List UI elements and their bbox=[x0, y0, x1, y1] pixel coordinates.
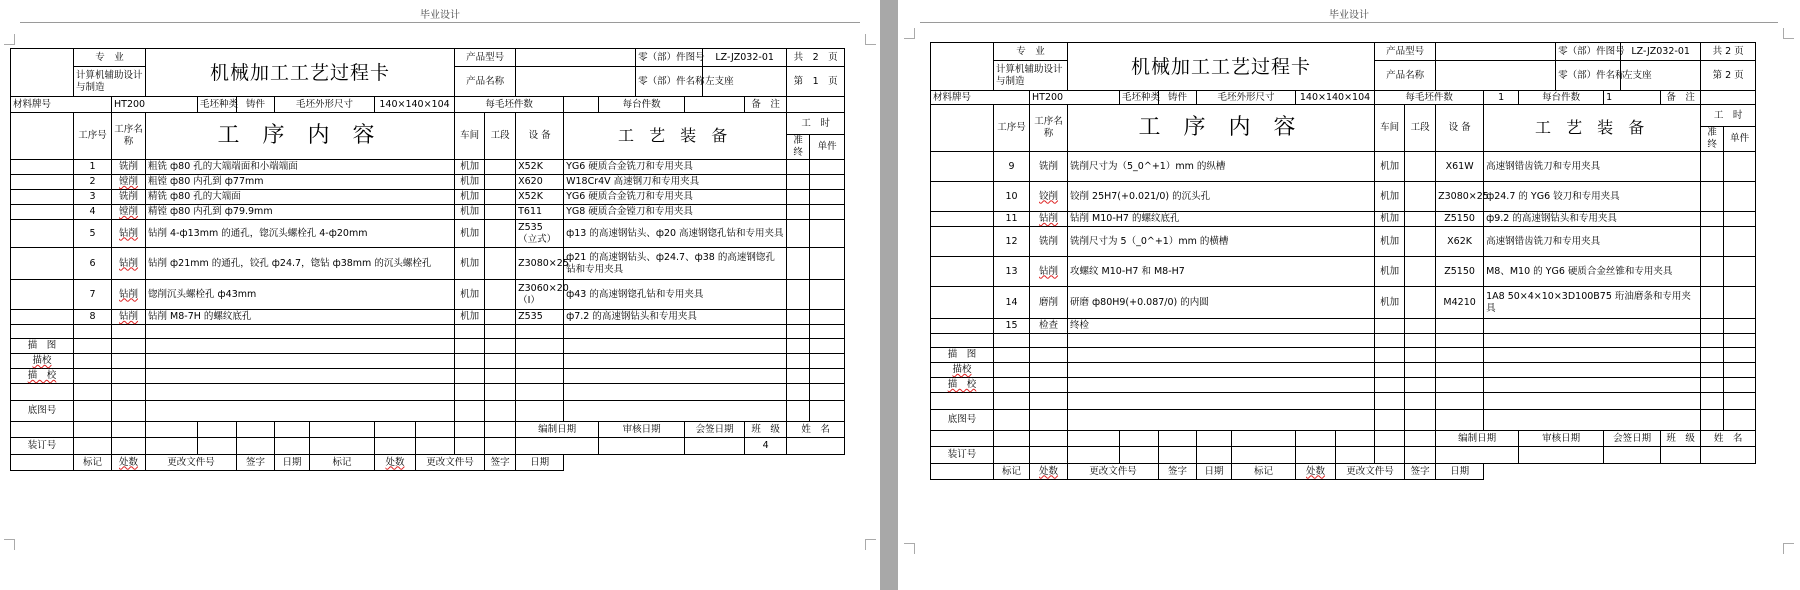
row-name: 钻削 bbox=[112, 248, 146, 280]
side-label: 底图号 bbox=[931, 410, 994, 431]
table-row bbox=[11, 325, 869, 339]
row-workshop: 机加 bbox=[455, 248, 485, 280]
col-equipment-header: 设 备 bbox=[1436, 105, 1484, 152]
col-unit-header: 单件 bbox=[1724, 127, 1756, 152]
row-tooling: ф9.2 的高速钢钻头和专用夹具 bbox=[1484, 212, 1701, 227]
page-number: 第 1 页 bbox=[787, 67, 845, 97]
major-label: 专 业 bbox=[74, 49, 146, 67]
per-blank-label: 每毛坯件数 bbox=[455, 97, 564, 113]
table-row bbox=[931, 393, 1781, 410]
process-card-table bbox=[10, 48, 868, 471]
part-name-label: 零（部）件名称 bbox=[1556, 61, 1621, 91]
table-row bbox=[11, 190, 869, 205]
row-content: 铣削尺寸为（5_0^+1）mm 的纵槽 bbox=[1068, 152, 1375, 182]
row-name: 铣削 bbox=[1030, 152, 1068, 182]
page-gutter bbox=[880, 0, 898, 590]
blank-size-value: 140×140×104 bbox=[1296, 91, 1375, 105]
crop-mark bbox=[904, 28, 915, 39]
row-name: 铣削 bbox=[112, 190, 146, 205]
row-name: 铰削 bbox=[1030, 182, 1068, 212]
material-value: HT200 bbox=[1030, 91, 1120, 105]
col-section-header: 工段 bbox=[1405, 105, 1436, 152]
col-workshop-header: 车间 bbox=[455, 113, 485, 160]
product-model-label: 产品型号 bbox=[1375, 43, 1436, 61]
col-equipment-header: 设 备 bbox=[516, 113, 564, 160]
footer-label: 日期 bbox=[1436, 464, 1484, 480]
row-workshop: 机加 bbox=[455, 160, 485, 175]
row-name: 钻削 bbox=[112, 310, 146, 325]
footer-label: 签字 bbox=[485, 455, 516, 471]
row-workshop: 机加 bbox=[1375, 182, 1405, 212]
row-equipment: X62K bbox=[1436, 227, 1484, 257]
row-no: 5 bbox=[74, 220, 112, 248]
footer-label: 更改文件号 bbox=[1336, 464, 1405, 480]
row-tooling: ф24.7 的 YG6 铰刀和专用夹具 bbox=[1484, 182, 1701, 212]
page-number: 第 2 页 bbox=[1701, 61, 1756, 91]
side-label: 描 图 bbox=[931, 348, 994, 363]
row-equipment: X61W bbox=[1436, 152, 1484, 182]
per-unit-label: 每台件数 bbox=[1519, 91, 1604, 105]
product-model-label: 产品型号 bbox=[455, 49, 516, 67]
footer-label: 处数 bbox=[1030, 464, 1068, 480]
footer-label: 标记 bbox=[994, 464, 1030, 480]
material-label: 材料牌号 bbox=[931, 91, 1030, 105]
row-name: 镗削 bbox=[112, 175, 146, 190]
footer-label: 日期 bbox=[516, 455, 564, 471]
remark-label: 备 注 bbox=[745, 97, 787, 113]
per-blank-label: 每毛坯件数 bbox=[1375, 91, 1484, 105]
row-no: 4 bbox=[74, 205, 112, 220]
col-step-header: 工序号 bbox=[994, 105, 1030, 152]
row-name: 钻削 bbox=[1030, 212, 1068, 227]
table-row bbox=[11, 220, 869, 248]
col-section-header: 工段 bbox=[485, 113, 516, 160]
row-workshop: 机加 bbox=[455, 190, 485, 205]
table-row bbox=[11, 339, 869, 354]
row-content: 铰削 25H7(+0.021/0) 的沉头孔 bbox=[1068, 182, 1375, 212]
row-equipment: Z3080×25 bbox=[1436, 182, 1484, 212]
row-no: 11 bbox=[994, 212, 1030, 227]
sign-label: 班 级 bbox=[745, 422, 787, 438]
class-value: 4 bbox=[745, 438, 787, 455]
row-tooling: ф7.2 的高速钢钻头和专用夹具 bbox=[564, 310, 787, 325]
per-blank-value: 1 bbox=[1484, 91, 1519, 105]
per-unit-label: 每台件数 bbox=[599, 97, 685, 113]
row-content: 钻削 ф21mm 的通孔，铰孔 ф24.7，锪钻 ф38mm 的沉头螺栓孔 bbox=[146, 248, 455, 280]
major-label: 专 业 bbox=[994, 43, 1068, 61]
row-workshop: 机加 bbox=[1375, 287, 1405, 319]
row-tooling: M8、M10 的 YG6 硬质合金丝锥和专用夹具 bbox=[1484, 257, 1701, 287]
row-tooling: ф21 的高速钢钻头、ф24.7、ф38 的高速钢锪孔钻和专用夹具 bbox=[564, 248, 787, 280]
sign-label: 会签日期 bbox=[1604, 431, 1661, 447]
per-blank-value bbox=[564, 97, 599, 113]
table-row bbox=[931, 334, 1781, 348]
row-workshop: 机加 bbox=[455, 310, 485, 325]
side-label: 装订号 bbox=[931, 447, 994, 464]
row-equipment: Z5150 bbox=[1436, 212, 1484, 227]
part-no-label: 零（部）件图号 bbox=[1556, 43, 1621, 61]
sign-label: 编制日期 bbox=[1436, 431, 1519, 447]
table-row bbox=[931, 227, 1781, 257]
blank-type-value: 铸件 bbox=[237, 97, 275, 113]
part-name-value: 左支座 bbox=[1621, 61, 1701, 91]
table-row bbox=[931, 410, 1781, 431]
side-label: 底图号 bbox=[11, 401, 74, 422]
row-tooling: YG6 硬质合金铣刀和专用夹具 bbox=[564, 190, 787, 205]
table-row bbox=[931, 152, 1781, 182]
footer-label: 处数 bbox=[112, 455, 146, 471]
col-content-header: 工 序 内 容 bbox=[1068, 105, 1375, 152]
remark-value bbox=[787, 97, 845, 113]
row-workshop: 机加 bbox=[455, 220, 485, 248]
footer-row bbox=[931, 464, 1781, 480]
row-no: 2 bbox=[74, 175, 112, 190]
document-page-1 bbox=[0, 0, 880, 590]
table-row bbox=[11, 280, 869, 310]
col-content-header: 工 序 内 容 bbox=[146, 113, 455, 160]
sign-label: 会签日期 bbox=[685, 422, 745, 438]
side-label: 描 图 bbox=[11, 339, 74, 354]
row-content: 粗铣 ф80 孔的大端端面和小端端面 bbox=[146, 160, 455, 175]
blank-size-label: 毛坯外形尺寸 bbox=[275, 97, 375, 113]
col-tooling-header: 工 艺 装 备 bbox=[1484, 105, 1701, 152]
row-workshop: 机加 bbox=[455, 205, 485, 220]
footer-row bbox=[11, 455, 869, 471]
side-label: 装订号 bbox=[11, 438, 74, 455]
row-name: 铣削 bbox=[1030, 227, 1068, 257]
table-row bbox=[931, 348, 1781, 363]
card-title: 机械加工工艺过程卡 bbox=[146, 49, 455, 97]
document-page-2 bbox=[898, 0, 1800, 590]
row-content: 钻削 M8-7H 的螺纹底孔 bbox=[146, 310, 455, 325]
row-no: 12 bbox=[994, 227, 1030, 257]
crop-mark bbox=[865, 34, 876, 45]
row-name: 磨削 bbox=[1030, 287, 1068, 319]
table-row bbox=[931, 212, 1781, 227]
footer-label: 标记 bbox=[1232, 464, 1296, 480]
row-no: 15 bbox=[994, 319, 1030, 334]
row-equipment: Z3080×25 bbox=[516, 248, 564, 280]
row-name: 钻削 bbox=[1030, 257, 1068, 287]
col-unit-header: 单件 bbox=[810, 135, 845, 160]
row-equipment: X620 bbox=[516, 175, 564, 190]
row-tooling: ф43 的高速钢锪孔钻和专用夹具 bbox=[564, 280, 787, 310]
table-row bbox=[11, 175, 869, 190]
page-header: 毕业设计 bbox=[420, 10, 460, 21]
blank-type-value: 铸件 bbox=[1159, 91, 1197, 105]
product-name-label: 产品名称 bbox=[1375, 61, 1436, 91]
header-rule bbox=[920, 22, 1778, 23]
row-no: 10 bbox=[994, 182, 1030, 212]
row-workshop: 机加 bbox=[455, 175, 485, 190]
crop-mark bbox=[1783, 28, 1794, 39]
table-row bbox=[11, 401, 869, 422]
footer-label: 标记 bbox=[310, 455, 375, 471]
part-no-value: LZ-JZ032-01 bbox=[703, 49, 787, 67]
row-tooling: 高速钢错齿铣刀和专用夹具 bbox=[1484, 227, 1701, 257]
product-name-label: 产品名称 bbox=[455, 67, 516, 97]
row-content: 精镗 ф80 内孔到 ф79.9mm bbox=[146, 205, 455, 220]
row-no: 8 bbox=[74, 310, 112, 325]
row-content: 钻削 4-ф13mm 的通孔，锪沉头螺栓孔 4-ф20mm bbox=[146, 220, 455, 248]
row-equipment: M4210 bbox=[1436, 287, 1484, 319]
col-time-header: 工 时 bbox=[787, 113, 845, 135]
row-no: 13 bbox=[994, 257, 1030, 287]
table-row bbox=[11, 384, 869, 401]
product-model-value bbox=[1436, 43, 1556, 61]
table-row bbox=[11, 310, 869, 325]
row-workshop: 机加 bbox=[1375, 257, 1405, 287]
crop-mark bbox=[904, 543, 915, 554]
row-no: 14 bbox=[994, 287, 1030, 319]
material-value: HT200 bbox=[112, 97, 198, 113]
row-workshop: 机加 bbox=[1375, 152, 1405, 182]
row-name: 钻削 bbox=[112, 280, 146, 310]
table-row bbox=[931, 363, 1781, 378]
sign-label: 审核日期 bbox=[1519, 431, 1604, 447]
material-label: 材料牌号 bbox=[11, 97, 112, 113]
col-name-header: 工序名称 bbox=[1030, 105, 1068, 152]
major-value: 计算机辅助设计与制造 bbox=[74, 67, 146, 97]
col-name-header: 工序名称 bbox=[112, 113, 146, 160]
footer-label: 更改文件号 bbox=[416, 455, 485, 471]
table-row bbox=[11, 248, 869, 280]
row-tooling: 1A8 50×4×10×3D100B75 珩油磨条和专用夹具 bbox=[1484, 287, 1701, 319]
row-tooling: YG6 硬质合金铣刀和专用夹具 bbox=[564, 160, 787, 175]
row-equipment: Z5150 bbox=[1436, 257, 1484, 287]
row-equipment: T611 bbox=[516, 205, 564, 220]
row-workshop: 机加 bbox=[455, 280, 485, 310]
product-name-value bbox=[1436, 61, 1556, 91]
header-rule bbox=[20, 22, 860, 23]
row-name: 镗削 bbox=[112, 205, 146, 220]
row-content: 攻螺纹 M10-H7 和 M8-H7 bbox=[1068, 257, 1375, 287]
footer-label: 更改文件号 bbox=[146, 455, 237, 471]
page-header: 毕业设计 bbox=[1329, 10, 1369, 21]
signature-row bbox=[11, 438, 869, 455]
per-unit-value bbox=[685, 97, 745, 113]
sign-label: 班 级 bbox=[1661, 431, 1701, 447]
blank-cell bbox=[11, 49, 74, 97]
col-tooling-header: 工 艺 装 备 bbox=[564, 113, 787, 160]
table-row bbox=[11, 354, 869, 369]
process-card-table bbox=[930, 42, 1780, 480]
blank-size-label: 毛坯外形尺寸 bbox=[1197, 91, 1296, 105]
row-workshop: 机加 bbox=[1375, 227, 1405, 257]
row-name: 检查 bbox=[1030, 319, 1068, 334]
card-title: 机械加工工艺过程卡 bbox=[1068, 43, 1375, 91]
row-tooling: 高速钢错齿铣刀和专用夹具 bbox=[1484, 152, 1701, 182]
blank-size-value: 140×140×104 bbox=[375, 97, 455, 113]
col-time-header: 工 时 bbox=[1701, 105, 1756, 127]
part-name-value: 左支座 bbox=[703, 67, 787, 97]
row-equipment: X52K bbox=[516, 160, 564, 175]
footer-label: 处数 bbox=[375, 455, 416, 471]
row-equipment: Z3060×20（Ⅰ） bbox=[516, 280, 564, 310]
crop-mark bbox=[4, 539, 15, 550]
row-content: 粗镗 ф80 内孔到 ф77mm bbox=[146, 175, 455, 190]
blank-type-label: 毛坯种类 bbox=[198, 97, 237, 113]
row-content: 终检 bbox=[1068, 319, 1375, 334]
footer-label: 标记 bbox=[74, 455, 112, 471]
footer-label: 日期 bbox=[1197, 464, 1232, 480]
side-label: 描校 bbox=[931, 363, 994, 378]
side-label: 描 校 bbox=[931, 378, 994, 393]
part-no-value: LZ-JZ032-01 bbox=[1621, 43, 1701, 61]
row-tooling: W18Cr4V 高速钢刀和专用夹具 bbox=[564, 175, 787, 190]
sign-label: 姓 名 bbox=[1701, 431, 1756, 447]
total-pages: 共 2 页 bbox=[1701, 43, 1756, 61]
footer-label: 签字 bbox=[237, 455, 275, 471]
table-row bbox=[931, 378, 1781, 393]
blank-type-label: 毛坯种类 bbox=[1120, 91, 1159, 105]
row-name: 钻削 bbox=[112, 220, 146, 248]
blank-cell bbox=[11, 113, 74, 160]
crop-mark bbox=[865, 539, 876, 550]
table-row bbox=[931, 319, 1781, 334]
signature-row bbox=[11, 422, 869, 438]
part-no-label: 零（部）件图号 bbox=[636, 49, 703, 67]
row-no: 1 bbox=[74, 160, 112, 175]
row-tooling: YG8 硬质合金镗刀和专用夹具 bbox=[564, 205, 787, 220]
per-unit-value: 1 bbox=[1604, 91, 1661, 105]
footer-label: 处数 bbox=[1296, 464, 1336, 480]
row-no: 3 bbox=[74, 190, 112, 205]
col-step-header: 工序号 bbox=[74, 113, 112, 160]
footer-label: 日期 bbox=[275, 455, 310, 471]
table-row bbox=[11, 205, 869, 220]
row-tooling: ф13 的高速钢钻头、ф20 高速钢锪孔钻和专用夹具 bbox=[564, 220, 787, 248]
row-content: 钻削 M10-H7 的螺纹底孔 bbox=[1068, 212, 1375, 227]
row-equipment: X52K bbox=[516, 190, 564, 205]
signature-row bbox=[931, 431, 1781, 447]
remark-label: 备 注 bbox=[1661, 91, 1701, 105]
table-row bbox=[931, 287, 1781, 319]
signature-row bbox=[931, 447, 1781, 464]
total-pages: 共 2 页 bbox=[787, 49, 845, 67]
product-model-value bbox=[516, 49, 636, 67]
table-row bbox=[11, 160, 869, 175]
row-content: 锪削沉头螺栓孔 ф43mm bbox=[146, 280, 455, 310]
crop-mark bbox=[1783, 543, 1794, 554]
product-name-value bbox=[516, 67, 636, 97]
table-row bbox=[931, 257, 1781, 287]
row-content: 精铣 ф80 孔的大端面 bbox=[146, 190, 455, 205]
major-value: 计算机辅助设计与制造 bbox=[994, 61, 1068, 91]
row-name: 铣削 bbox=[112, 160, 146, 175]
part-name-label: 零（部）件名称 bbox=[636, 67, 703, 97]
sign-label: 姓 名 bbox=[787, 422, 845, 438]
table-row bbox=[931, 182, 1781, 212]
sign-label: 审核日期 bbox=[599, 422, 685, 438]
side-label: 描 校 bbox=[11, 369, 74, 384]
row-no: 7 bbox=[74, 280, 112, 310]
table-row bbox=[11, 369, 869, 384]
footer-label: 签字 bbox=[1405, 464, 1436, 480]
row-equipment: Z535 bbox=[516, 310, 564, 325]
col-workshop-header: 车间 bbox=[1375, 105, 1405, 152]
row-no: 6 bbox=[74, 248, 112, 280]
footer-label: 签字 bbox=[1159, 464, 1197, 480]
row-content: 铣削尺寸为 5（_0^+1）mm 的横槽 bbox=[1068, 227, 1375, 257]
row-no: 9 bbox=[994, 152, 1030, 182]
row-equipment: Z535（立式） bbox=[516, 220, 564, 248]
footer-label: 更改文件号 bbox=[1068, 464, 1159, 480]
side-label: 描校 bbox=[11, 354, 74, 369]
row-workshop: 机加 bbox=[1375, 212, 1405, 227]
crop-mark bbox=[4, 34, 15, 45]
col-prep-header: 准终 bbox=[787, 135, 810, 160]
sign-label: 编制日期 bbox=[516, 422, 599, 438]
row-content: 研磨 ф80H9(+0.087/0) 的内圆 bbox=[1068, 287, 1375, 319]
col-prep-header: 准终 bbox=[1701, 127, 1724, 152]
